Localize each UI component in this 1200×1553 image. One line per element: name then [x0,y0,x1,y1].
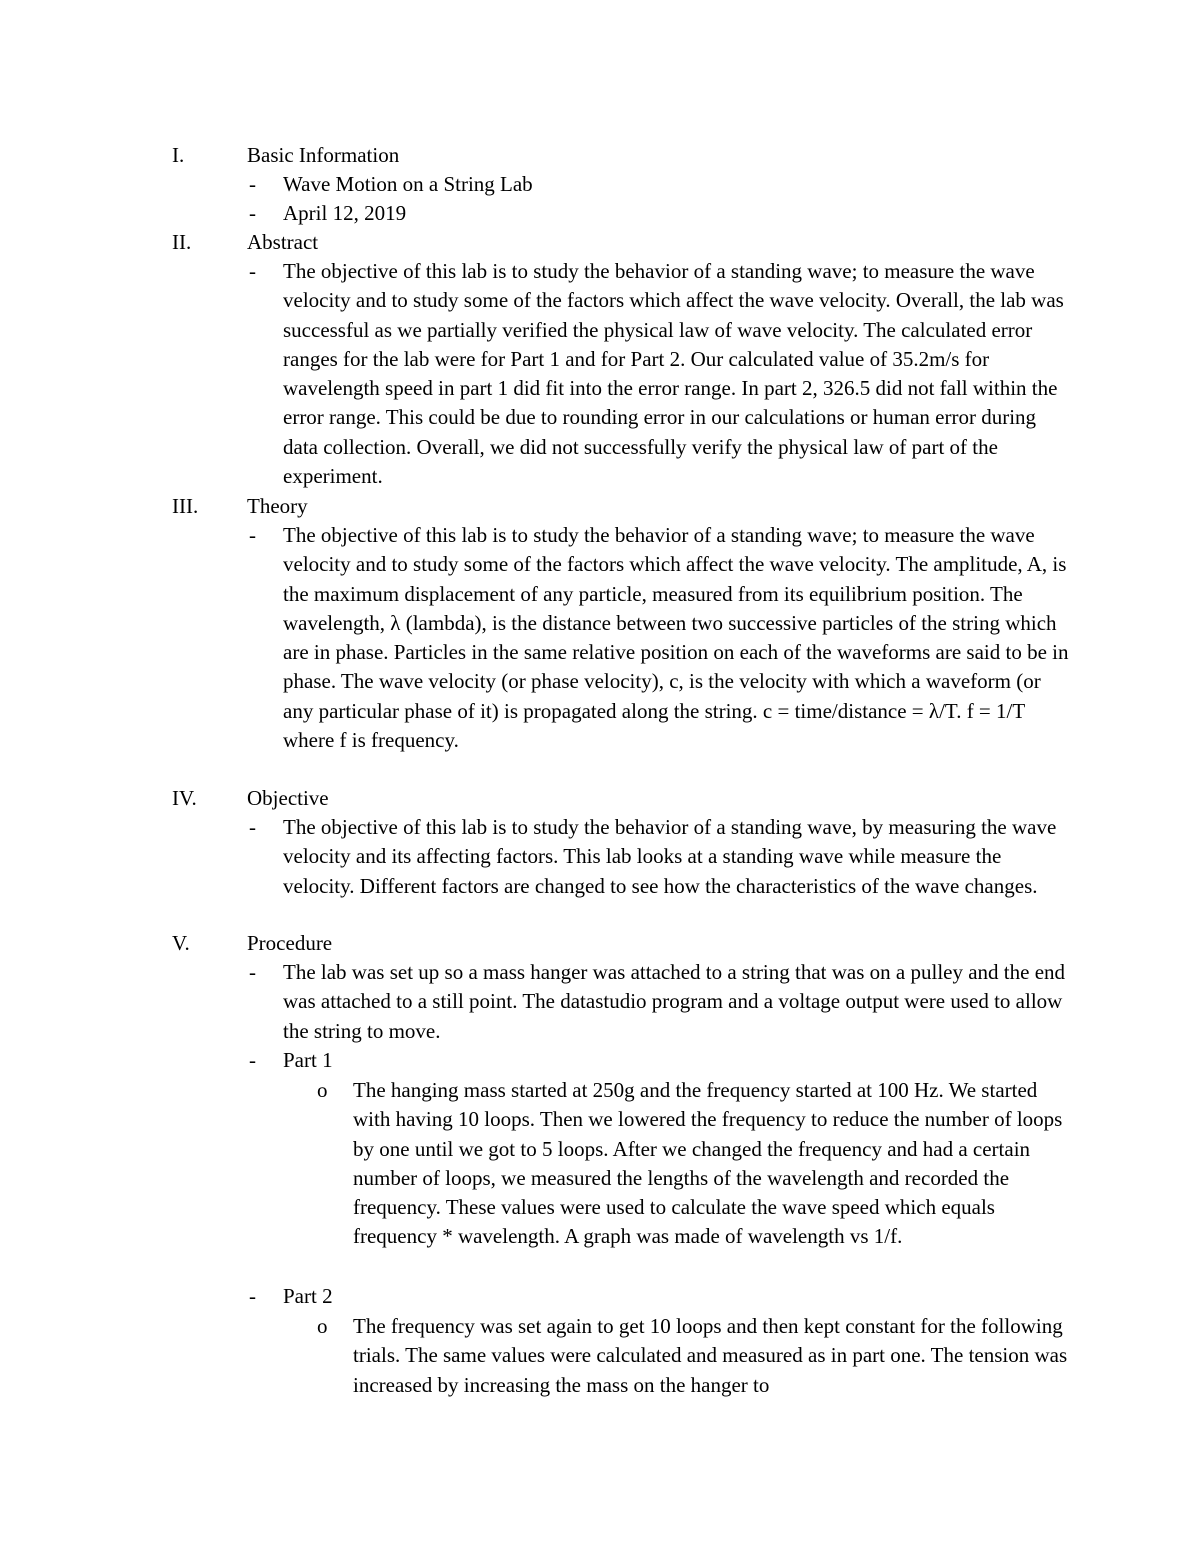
section-number: III. [172,494,199,518]
bullet-marker: o [317,1314,328,1338]
list-item: The lab was set up so a mass hanger was attached to a string that was on a pulley and the end was attached to a still point. The datastudio program and a voltage output were used to allow the string to move. [283,960,1066,1043]
dash-marker: - [249,259,256,283]
sub-list-item: The hanging mass started at 250g and the frequency started at 100 Hz. We started with having 10 loops. Then we lowered the frequency to reduce the number of loops by one until we got to 5 loops. After we changed the frequency and had a certain number of loops, we measured the lengths of the wavelength and recorded the frequency. These values were used to calculate the wave speed which equals frequency * wavelength. A graph was made of wavelength vs 1/f. [353,1078,1063,1249]
dash-marker: - [249,201,256,225]
sub-list-item: The frequency was set again to get 10 loops and then kept constant for the following trials. The same values were calculated and measured as in part one. The tension was increased by increasing the mass on the hanger to [353,1314,1068,1397]
list-item: The objective of this lab is to study the behavior of a standing wave, by measuring the wave velocity and its affecting factors. This lab looks at a standing wave while measure the velocity. Different factors are changed to see how the characteristics of the wave changes. [283,815,1057,898]
bullet-marker: o [317,1078,328,1102]
section-number: II. [172,230,192,254]
section-number: IV. [172,786,197,810]
section-title: Procedure [247,931,333,955]
section-title: Basic Information [247,143,400,167]
section-number: I. [172,143,185,167]
section-title: Abstract [247,230,319,254]
list-item: April 12, 2019 [283,201,407,225]
list-item: Wave Motion on a String Lab [283,172,533,196]
dash-marker: - [249,172,256,196]
dash-marker: - [249,960,256,984]
section-title: Theory [247,494,308,518]
dash-marker: - [249,1048,256,1072]
list-item: The objective of this lab is to study the behavior of a standing wave; to measure the wave velocity and to study some of the factors which affect the wave velocity. The amplitude, A, is the maximum displacement of any particle, measured from its equilibrium position. The wavelength, λ (lambda), is the distance between two successive particles of the string which are in phase. Particles in the same relative position on each of the waveforms are said to be in phase. The wave velocity (or phase velocity), c, is the velocity with which a waveform (or any particular phase of it) is propagated along the string. c = time/distance = λ/T. f = 1/T where f is frequency. [283,523,1069,753]
list-item: Part 1 [283,1048,333,1072]
section-title: Objective [247,786,329,810]
section-number: V. [172,931,190,955]
list-item: Part 2 [283,1284,333,1308]
dash-marker: - [249,1284,256,1308]
dash-marker: - [249,523,256,547]
dash-marker: - [249,815,256,839]
list-item: The objective of this lab is to study the behavior of a standing wave; to measure the wave velocity and to study some of the factors which affect the wave velocity. Overall, the lab was successful as we partially verified the physical law of wave velocity. The calculated error ranges for the lab were for Part 1 and for Part 2. Our calculated value of 35.2m/s for wavelength speed in part 1 did fit into the error range. In part 2, 326.5 did not fall within the error range. This could be due to rounding error in our calculations or human error during data collection. Overall, we did not successfully verify the physical law of part of the experiment. [283,259,1064,489]
